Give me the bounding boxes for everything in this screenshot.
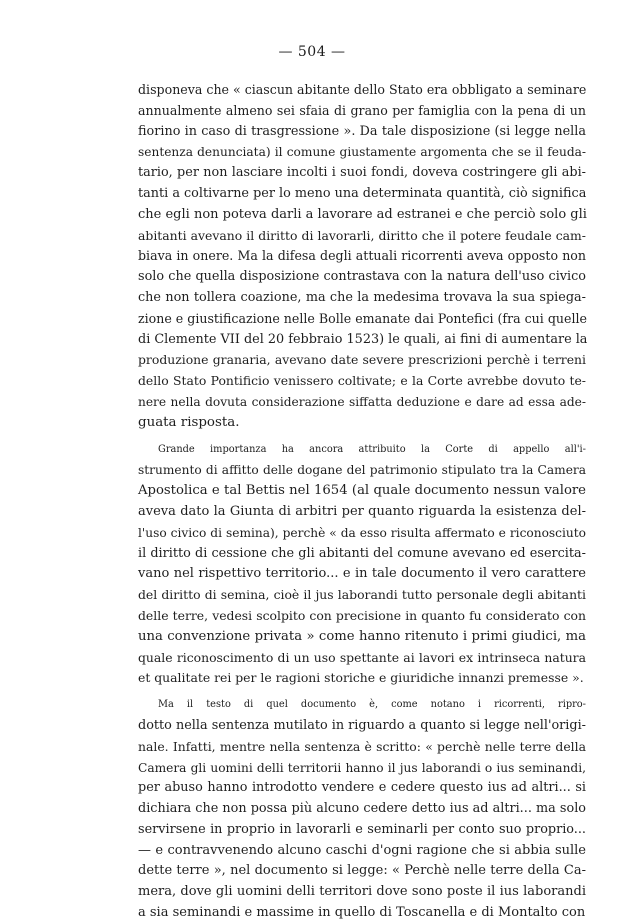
text-line: una convenzione privata » come hanno ritenuto i primi giudici, ma <box>138 628 586 644</box>
text-line: guata risposta. <box>138 414 240 430</box>
text-line: servirsene in proprio in lavorarli e seminarli per conto suo proprio... <box>138 821 586 837</box>
text-line: zione e giustificazione nelle Bolle emanate dai Pontefici (fra cui quelle <box>138 310 587 326</box>
text-line: tario, per non lasciare incolti i suoi fondi, doveva costringere gli abi- <box>138 165 586 181</box>
text-line: Apostolica e tal Bettis nel 1654 (al quale documento nessun valore <box>138 483 586 499</box>
text-line: abitanti avevano il diritto di lavorarli, diritto che il potere feudale cam- <box>138 227 586 243</box>
text-line: dotto nella sentenza mutilato in riguardo a quanto si legge nell'origi- <box>138 717 586 733</box>
text-line: sentenza denunciata) il comune giustamente argomenta che se il feuda- <box>138 145 586 160</box>
text-line: solo che quella disposizione contrastava con la natura dell'uso civico <box>138 269 586 285</box>
text-line: dichiara che non possa più alcuno cedere detto ius ad altri... ma solo <box>138 801 586 817</box>
text-line: Camera gli uomini delli territorii hanno il jus laborandi o ius seminandi, <box>138 760 586 775</box>
text-line: delle terre, vedesi scolpito con precisione in quanto fu considerato con <box>138 607 586 623</box>
text-line: per abuso hanno introdotto vendere e cedere questo ius ad altri... si <box>138 780 586 796</box>
page-number: — 504 — <box>278 44 346 60</box>
text-line: tanti a coltivarne per lo meno una determinata quantità, ciò significa <box>138 185 587 201</box>
text-line: vano nel rispettivo territorio... e in tale documento il vero carattere <box>138 566 586 582</box>
text-line: a sia seminandi e massime in quello di Toscanella e di Montalto con <box>138 905 586 921</box>
text-line: che non tollera coazione, ma che la medesima trovava la sua spiega- <box>138 289 586 305</box>
text-line: nale. Infatti, mentre nella sentenza è scritto: « perchè nelle terre della <box>138 738 586 754</box>
text-line: et qualitate rei per le ragioni storiche e giuridiche innanzi premesse ». <box>138 670 584 686</box>
text-line: di Clemente VII del 20 febbraio 1523) le quali, ai fini di aumentare la <box>138 331 588 347</box>
text-line: produzione granaria, avevano date severe prescrizioni perchè i terreni <box>138 352 586 368</box>
text-line: Grande importanza ha ancora attribuito la Corte di appello all'i- <box>158 443 586 455</box>
text-line: aveva dato la Giunta di arbitri per quanto riguarda la esistenza del- <box>138 503 586 519</box>
text-line: dello Stato Pontificio venissero coltivate; e la Corte avrebbe dovuto te- <box>138 373 586 389</box>
paragraph-1 <box>138 80 586 434</box>
text-line: del diritto di semina, cioè il jus laborandi tutto personale degli abitanti <box>138 587 586 603</box>
text-line: — e contravvenendo alcuno caschi d'ogni ragione che si abbia sulle <box>138 842 586 858</box>
text-line: mera, dove gli uomini delli territori dove sono poste il ius laborandi <box>138 884 586 900</box>
text-line: il diritto di cessione che gli abitanti del comune avevano ed esercita- <box>138 545 586 561</box>
text-line: dette terre », nel documento si legge: « Perchè nelle terre della Ca- <box>138 863 586 879</box>
paragraph-3 <box>138 695 586 924</box>
text-line: nere nella dovuta considerazione siffatta deduzione e dare ad essa ade- <box>138 394 586 409</box>
text-line: strumento di affitto delle dogane del patrimonio stipulato tra la Camera <box>138 463 586 478</box>
text-line: Ma il testo di quel documento è, come notano i ricorrenti, ripro- <box>158 699 586 711</box>
text-line: disponeva che « ciascun abitante dello Stato era obbligato a seminare <box>138 82 587 97</box>
text-line: quale riconoscimento di un uso spettante ai lavori ex intrinseca natura <box>138 649 586 665</box>
text-line: fiorino in caso di trasgressione ». Da tale disposizione (si legge nella <box>138 123 586 139</box>
text-line: che egli non poteva darli a lavorare ad estranei e che perciò solo gli <box>138 206 587 222</box>
text-line: biava in onere. Ma la difesa degli attuali ricorrenti aveva opposto non <box>138 248 586 264</box>
text-line: annualmente almeno sei sfaia di grano per famiglia con la pena di un <box>138 102 586 118</box>
text-line: l'uso civico di semina), perchè « da esso risulta affermato e riconosciuto <box>138 525 586 540</box>
body-text <box>138 80 586 924</box>
paragraph-2 <box>138 440 586 690</box>
